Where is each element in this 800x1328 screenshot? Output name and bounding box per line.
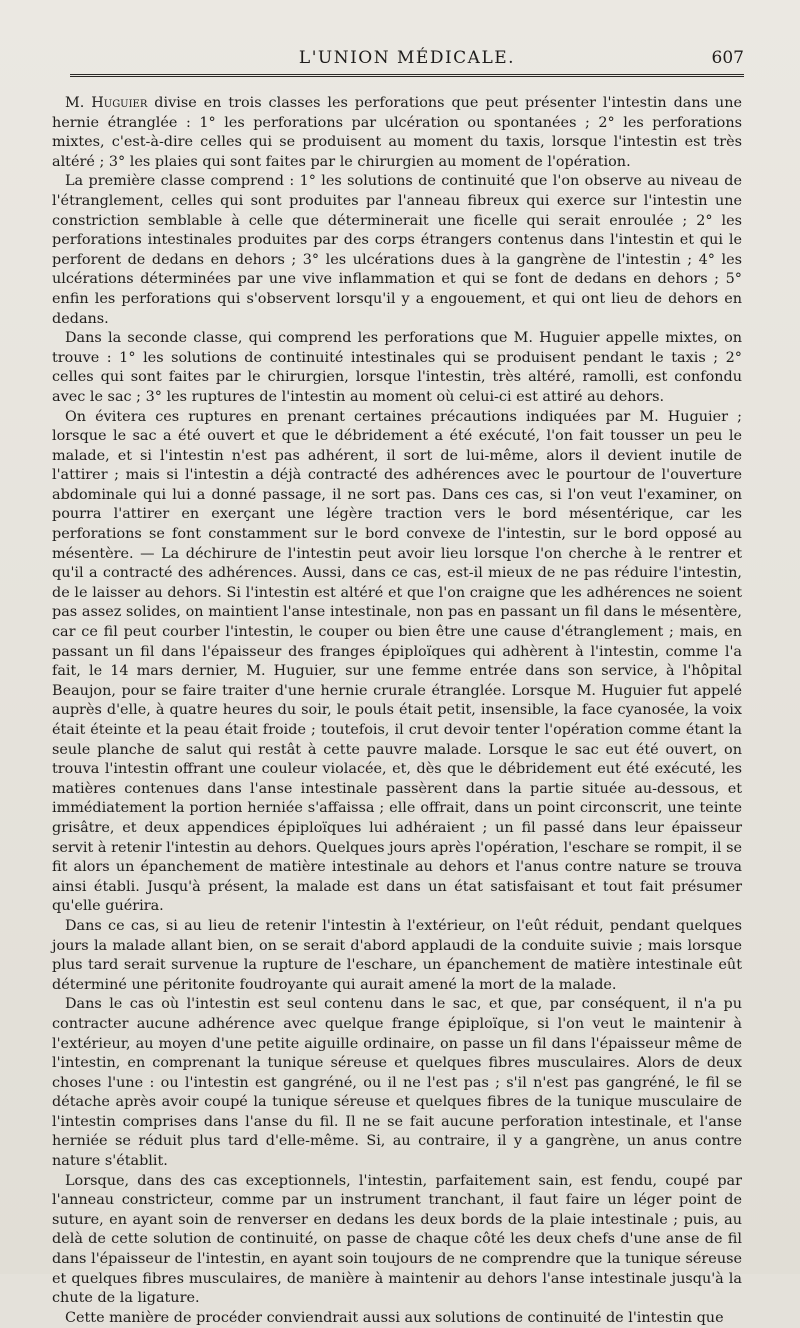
paragraph-1	[52, 94, 742, 172]
paragraph-2: La première classe comprend : 1° les solutions de continuité que l'on observe au niveau de l'étranglement, celles qui sont produites par l'anneau fibreux qui exerce sur l'intestin une constriction semblable à celle que déterminerait une ficelle qui serait enroulée ; 2° les perforations intestinales produites par des corps étrangers contenus dans l'intestin et qui le perforent de dedans en dehors ; 3° les ulcérations dues à la gangrène de l'intestin ; 4° les ulcérations déterminées par une vive inflammation et qui se font de dedans en dehors ; 5° enfin les perforations qui s'observent lorsqu'il y a engouement, et qui ont lieu de dehors en dedans.	[52, 173, 742, 327]
page-number: 607	[711, 48, 744, 68]
paragraph-6: Dans le cas où l'intestin est seul contenu dans le sac, et que, par conséquent, il n'a pu contracter aucune adhérence avec quelque frange épiploïque, si l'on veut le maintenir à l'extérieur, au moyen d'une petite aiguille ordinaire, on passe un fil dans l'épaisseur même de l'intestin, en comprenant la tunique séreuse et quelques fibres musculaires. Alors de deux choses l'une : ou l'intestin est gangréné, ou il ne l'est pas ; s'il n'est pas gangréné, le fil se détache après avoir coupé la tunique séreuse et quelques fibres de la tunique musculaire de l'intestin comprises dans l'anse du fil. Il ne se fait aucune perforation intestinale, et l'anse herniée se réduit plus tard d'elle-même. Si, au contraire, il y a gangrène, un anus contre nature s'établit.	[52, 996, 742, 1170]
paragraph-4: On évitera ces ruptures en prenant certaines précautions indiquées par M. Huguier ; lorsque le sac a été ouvert et que le débridement a été exécuté, l'on fait tousser un peu le malade, et si l'intestin n'est pas adhérent, il sort de lui-même, alors il devient inutile de l'attirer ; mais si l'intestin a déjà contracté des adhérences avec le pourtour de l'ouverture abdominale qui lui a donné passage, il ne sort pas. Dans ces cas, si l'on veut l'examiner, on pourra l'attirer en exerçant une légère traction vers le bord mésentérique, car les perforations se font constamment sur le bord convexe de l'intestin, sur le bord opposé au mésentère. — La déchirure de l'intestin peut avoir lieu lorsque l'on cherche à le rentrer et qu'il a contracté des adhérences. Aussi, dans ce cas, est-il mieux de ne pas réduire l'intestin, de le laisser au dehors. Si l'intestin est altéré et que l'on craigne que les adhérences ne soient pas assez solides, on maintient l'anse intestinale, non pas en passant un fil dans le mésentère, car ce fil peut courber l'intestin, le couper ou bien être une cause d'étranglement ; mais, en passant un fil dans l'épaisseur des franges épiploïques qui adhèrent à l'intestin, comme l'a fait, le 14 mars dernier, M. Huguier, sur une femme entrée dans son service, à l'hôpital Beaujon, pour se faire traiter d'une hernie crurale étranglée. Lorsque M. Huguier fut appelé auprès d'elle, à quatre heures du soir, le pouls était petit, insensible, la face cyanosée, la voix était éteinte et la peau était froide ; toutefois, il crut devoir tenter l'opération comme étant la seule planche de salut qui restât à cette pauvre malade. Lorsque le sac eut été ouvert, on trouva l'intestin offrant une couleur violacée, et, dès que le débridement eut été exécuté, les matières contenues dans l'anse intestinale passèrent dans la partie située au-dessous, et immédiatement la portion herniée s'affaissa ; elle offrait, dans un point circonscrit, une teinte grisâtre, et deux appendices épiploïques lui adhéraient ; un fil passé dans leur épaisseur servit à retenir l'intestin au dehors. Quelques jours après l'opération, l'eschare se rompit, il se fit alors un épanchement de matière intestinale au dehors et l'anus contre nature se trouva ainsi établi. Jusqu'à présent, la malade est dans un état satisfaisant et tout fait présumer qu'elle guérira.	[52, 408, 742, 915]
running-title: L'UNION MÉDICALE.	[298, 48, 516, 68]
author-name: M. Huguier	[65, 95, 148, 111]
paragraph-8: Cette manière de procéder conviendrait aussi aux solutions de continuité de l'intestin que	[65, 1309, 724, 1326]
paragraph-text: divise en trois classes les perforations que peut présenter l'intestin dans une hernie étranglée : 1° les perforations par ulcération ou spontanées ; 2° les perforations mixtes, c'est-à-dire celles qui se produisent au moment du taxis, lorsque l'intestin est très altéré ; 3° les plaies qui sont faites par le chirurgien au moment de l'opération.	[52, 95, 742, 170]
article-body	[52, 94, 742, 1328]
page-header	[70, 46, 744, 77]
paragraph-5: Dans ce cas, si au lieu de retenir l'intestin à l'extérieur, on l'eût réduit, pendant quelques jours la malade allant bien, on se serait d'abord applaudi de la conduite suivie ; mais lorsque plus tard serait survenue la rupture de l'eschare, un épanchement de matière intestinale eût déterminé une péritonite foudroyante qui aurait amené la mort de la malade.	[52, 917, 742, 993]
paragraph-7: Lorsque, dans des cas exceptionnels, l'intestin, parfaitement sain, est fendu, coupé par l'anneau constricteur, comme par un instrument tranchant, il faut faire un léger point de suture, en ayant soin de renverser en dedans les deux bords de la plaie intestinale ; puis, au delà de cette solution de continuité, on passe de chaque côté les deux chefs d'une anse de fil dans l'épaisseur de l'intestin, en ayant soin toujours de ne comprendre que la tunique séreuse et quelques fibres musculaires, de manière à maintenir au dehors l'anse intestinale jusqu'à la chute de la ligature.	[52, 1172, 742, 1307]
paragraph-3: Dans la seconde classe, qui comprend les perforations que M. Huguier appelle mixtes, on trouve : 1° les solutions de continuité intestinales qui se produisent pendant le taxis ; 2° celles qui sont faites par le chirurgien, lorsque l'intestin, très altéré, ramolli, est confondu avec le sac ; 3° les ruptures de l'intestin au moment où celui-ci est attiré au dehors.	[52, 330, 742, 405]
